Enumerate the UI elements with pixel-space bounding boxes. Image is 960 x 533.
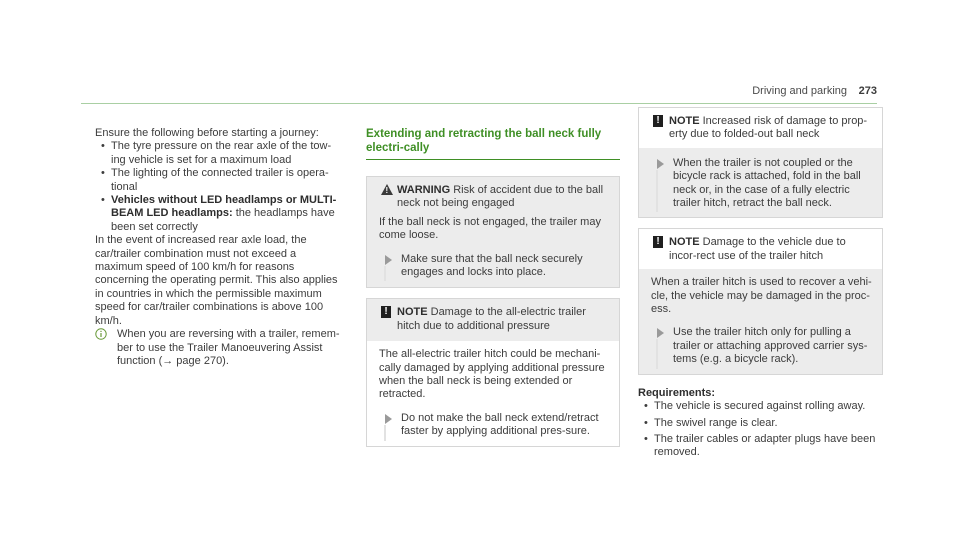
list-item (95, 194, 341, 234)
warning-body: If the ball neck is not engaged, the trailer may come loose. (379, 215, 601, 242)
header-rule (81, 103, 877, 104)
arrow-icon (385, 255, 392, 265)
arrow-icon (385, 414, 392, 424)
instruction-step (379, 253, 611, 280)
column-middle (366, 127, 620, 457)
list-item (638, 417, 883, 430)
exclamation-icon: ! (653, 115, 663, 127)
list-item-bold: Vehicles without LED headlamps or MULTI-BEAM LED headlamps: (111, 194, 337, 220)
list-item-text: the headlamps have been set correctly (111, 207, 335, 233)
column-right (638, 107, 883, 460)
note-label: NOTE (669, 115, 700, 127)
requirements-title: Requirements: (638, 386, 716, 399)
warning-icon (381, 184, 393, 195)
note-box (638, 228, 883, 374)
note-title: Increased risk of damage to prop-erty due to folded-out ball neck (669, 115, 868, 141)
list-item (638, 433, 883, 460)
note-box (638, 107, 883, 218)
exclamation-icon: ! (381, 306, 391, 318)
column-left (95, 127, 341, 368)
arrow-icon (657, 159, 664, 169)
section-title: Driving and parking (752, 85, 847, 97)
note-body: When a trailer hitch is used to recover a vehi-cle, the vehicle may be damaged in the proc-ess. (651, 276, 872, 316)
step-text: Make sure that the ball neck securely engages and locks into place. (401, 252, 583, 279)
note-box (366, 298, 620, 446)
heading-rule (366, 159, 620, 160)
step-text: Do not make the ball neck extend/retract faster by applying additional pres-sure. (401, 411, 599, 438)
arrow-icon (657, 328, 664, 338)
note-label: NOTE (397, 306, 428, 319)
list-item-text: The tyre pressure on the rear axle of the tow-ing vehicle is set for a maximum load (111, 140, 332, 166)
info-note-text: When you are reversing with a trailer, remem-ber to use the Trailer Manoeuvering Assist function (→ page 270). (117, 328, 340, 367)
instruction-step (651, 157, 874, 211)
note-title: Damage to the all-electric trailer hitch due to additional pressure (397, 306, 586, 332)
instruction-step (379, 412, 611, 439)
page-number: 273 (858, 85, 877, 97)
warning-title: Risk of accident due to the ball neck not being engaged (397, 184, 604, 210)
info-note (95, 328, 341, 368)
exclamation-icon: ! (653, 236, 663, 248)
list-item-text: The trailer cables or adapter plugs have been removed. (654, 432, 876, 459)
list-item-text: The swivel range is clear. (654, 416, 778, 429)
info-icon (95, 328, 107, 344)
section-heading: Extending and retracting the ball neck fully electri-cally (366, 128, 602, 154)
warning-box (366, 176, 620, 288)
instruction-step (651, 326, 874, 366)
list-item-text: The vehicle is secured against rolling away. (654, 400, 866, 413)
list-item (95, 140, 341, 167)
list-item (95, 167, 341, 194)
note-label: NOTE (669, 236, 700, 249)
warning-label: WARNING (397, 184, 451, 196)
intro-text: Ensure the following before starting a journey: (95, 127, 319, 139)
step-text: When the trailer is not coupled or the bicycle rack is attached, fold in the ball neck or, in the case of a fully electric trailer hitch, retract the ball neck. (673, 156, 861, 210)
rear-axle-paragraph: In the event of increased rear axle load, the car/trailer combination must not exceed a maximum speed of 100 km/h for reasons concerning the operating permit. This also applies in countries in which the permissible maximum speed for car/trailer combinations is above 100 km/h. (95, 234, 338, 327)
note-title: Damage to the vehicle due to incor-rect use of the trailer hitch (669, 236, 846, 262)
list-item (638, 400, 883, 413)
step-text: Use the trailer hitch only for pulling a trailer or attaching approved carrier sys-tems (e.g. a bicycle rack). (673, 326, 868, 366)
note-body: The all-electric trailer hitch could be mechani-cally damaged by applying additional pressure when the ball neck is being extended or retracted. (379, 348, 605, 401)
list-item-text: The lighting of the connected trailer is opera-tional (111, 167, 329, 193)
